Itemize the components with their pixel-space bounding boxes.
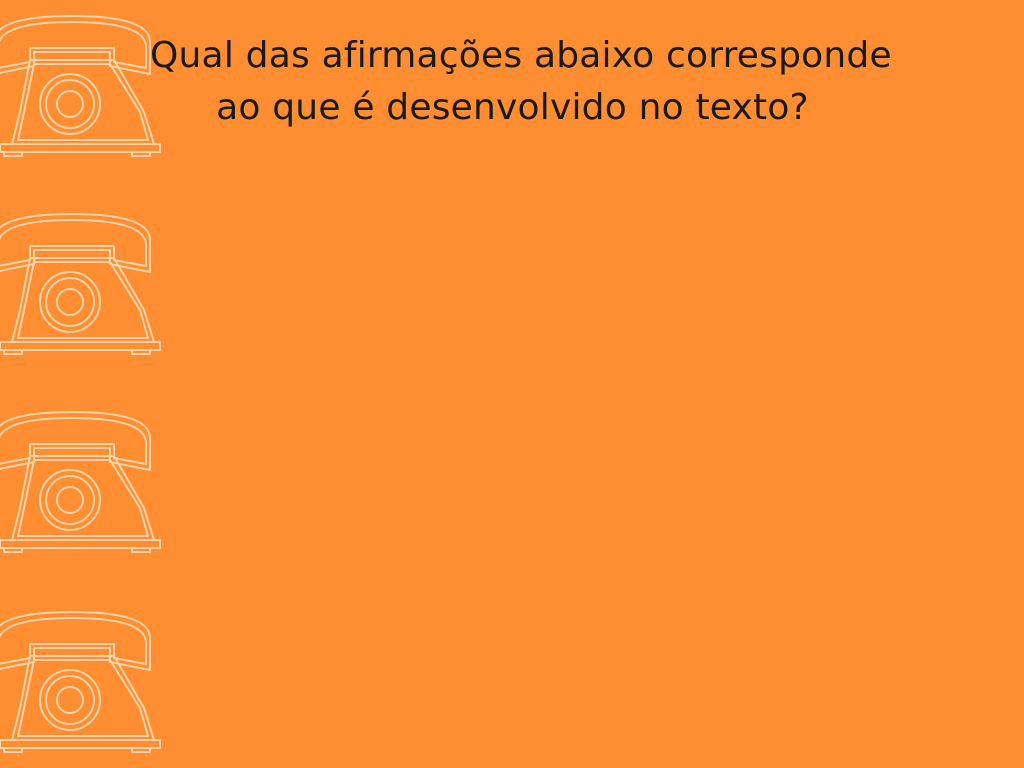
rotary-telephone-icon bbox=[0, 408, 162, 558]
rotary-telephone-icon bbox=[0, 12, 162, 162]
rotary-telephone-icon bbox=[0, 608, 162, 758]
question-line-1: Qual das afirmações abaixo corresponde bbox=[150, 35, 892, 76]
question-text bbox=[150, 30, 892, 134]
telephone-pattern bbox=[0, 0, 165, 768]
rotary-telephone-icon bbox=[0, 210, 162, 360]
question-line-2: ao que é desenvolvido no texto? bbox=[216, 87, 809, 128]
